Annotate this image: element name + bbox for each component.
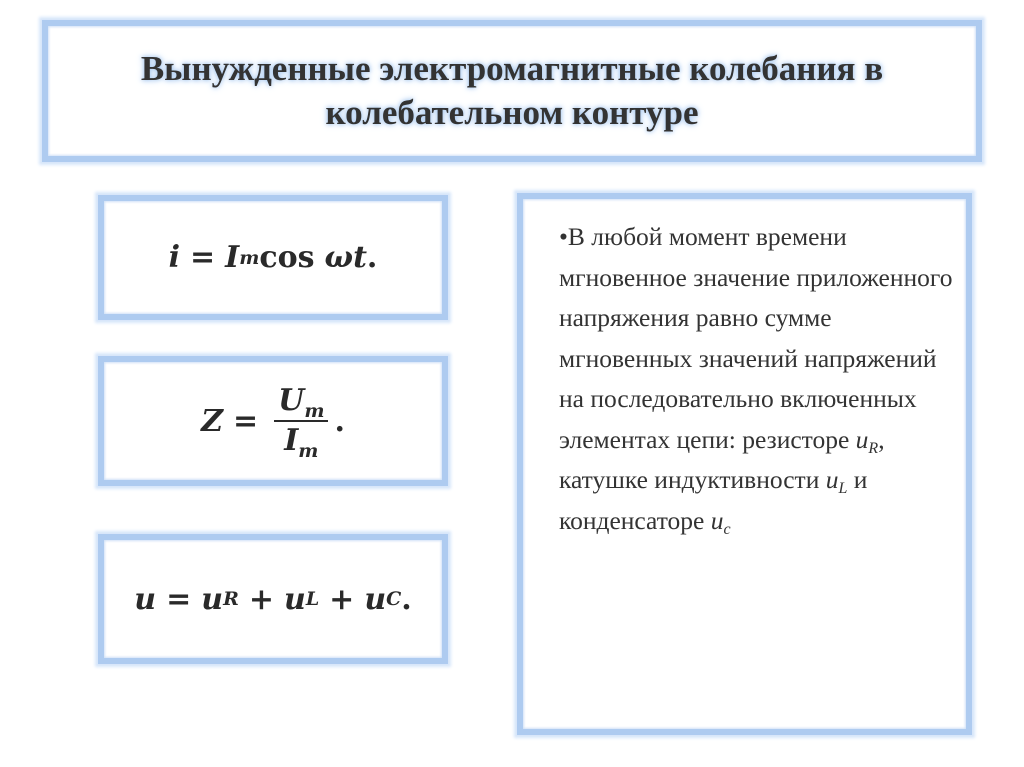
title-box: [42, 20, 982, 162]
impedance-fraction: [274, 383, 328, 462]
description-part-1: •В любой момент времени мгновенное значение приложенного напряжения равно сумме мгновенных значений напряжений на последовательно включенных элементах цепи: резисторе: [559, 222, 953, 454]
current-lhs: i: [168, 240, 181, 275]
voltage-end: .: [401, 581, 412, 617]
formula-impedance: Z = $\frac{U_m}{I_m}$ .: [201, 383, 345, 462]
var-u-l: u: [825, 465, 839, 494]
impedance-num-sub: m: [304, 400, 325, 422]
var-u-c-sub: c: [723, 520, 731, 538]
formula-box-current: [98, 195, 448, 320]
impedance-den: I: [284, 423, 299, 458]
impedance-lhs: Z: [201, 403, 224, 439]
description-box: [517, 193, 972, 735]
current-end: .: [366, 240, 378, 275]
voltage-term-l: u: [284, 581, 306, 617]
description-part-2: , катушке индуктивности: [559, 424, 885, 494]
description-text: [559, 217, 964, 541]
formula-current: i = I m cos ωt .: [168, 240, 378, 275]
impedance-end: .: [334, 403, 345, 439]
current-func: cos: [259, 240, 315, 275]
var-u-r-sub: R: [868, 439, 879, 457]
description-part-3: и конденсаторе: [559, 465, 868, 535]
current-arg: ωt: [324, 240, 367, 275]
voltage-term-c: u: [364, 581, 387, 617]
voltage-term-r: u: [201, 581, 224, 617]
voltage-lhs: u: [134, 581, 157, 617]
var-u-r: u: [855, 424, 869, 454]
var-u-l-sub: L: [838, 480, 848, 497]
formula-voltage: u = u R + u L + u C .: [134, 581, 412, 617]
formula-box-impedance: [98, 356, 448, 486]
formula-box-voltage: [98, 534, 448, 664]
slide-title: Вынужденные электромагнитные колебания в колебательном контуре: [140, 49, 884, 132]
impedance-num: U: [278, 383, 305, 418]
var-u-c: u: [710, 505, 724, 535]
impedance-den-sub: m: [298, 440, 319, 462]
current-amplitude: I: [225, 240, 240, 275]
